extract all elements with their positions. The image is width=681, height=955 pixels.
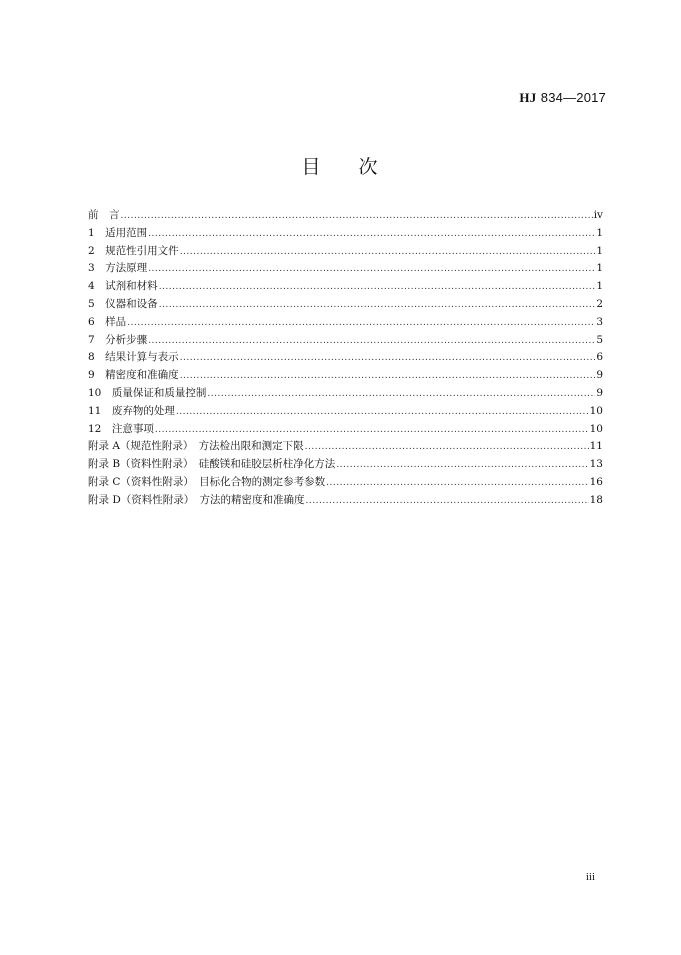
toc-entry-page: 1 [596,280,603,293]
standard-number: 834—2017 [540,90,606,105]
toc-entry-page: 13 [589,458,603,471]
toc-entry-label: 12 注意事项 [88,422,154,435]
toc-entry[interactable] [88,349,603,367]
toc-leader-dots [121,208,593,226]
standard-code [519,90,606,106]
toc-entry-page: 1 [596,262,603,275]
toc-entry-page: 5 [596,333,603,346]
toc-leader-dots [176,404,589,422]
toc-entry-page: 10 [589,422,603,435]
toc-entry-page: 1 [596,244,603,257]
toc-leader-dots [148,261,595,279]
toc-entry-label: 9 精密度和准确度 [88,369,179,382]
toc-entry-label: 附录 B（资料性附录） 硅酸镁和硅胶层析柱净化方法 [88,458,336,471]
toc-entry-page: 3 [596,315,603,328]
toc-entry-label: 5 仪器和设备 [88,297,158,310]
toc-title-char-2: 次 [358,156,380,178]
table-of-contents [88,207,603,510]
toc-leader-dots [159,279,596,297]
toc-entry-label: 前 言 [88,209,120,221]
toc-title-char-1: 目 [301,156,323,178]
toc-entry-page: 11 [589,440,603,453]
toc-entry-label: 10 质量保证和质量控制 [88,386,207,399]
toc-entry-page: 9 [596,369,603,382]
toc-leader-dots [180,350,596,368]
toc-entry-label: 7 分析步骤 [88,333,148,346]
toc-entry[interactable] [88,492,603,510]
toc-entry[interactable] [88,403,603,421]
standard-prefix: HJ [519,90,537,105]
toc-entry-page: 1 [596,226,603,239]
toc-entry-label: 3 方法原理 [88,262,148,275]
page-number: iii [585,871,595,883]
toc-entry-page: iv [593,209,603,221]
toc-entry-label: 附录 D（资料性附录） 方法的精密度和准确度 [88,493,305,506]
toc-entry[interactable] [88,456,603,474]
toc-entry-label: 8 结果计算与表示 [88,351,179,364]
toc-entry[interactable] [88,225,603,243]
toc-entry[interactable] [88,332,603,350]
toc-leader-dots [148,333,595,351]
toc-entry[interactable] [88,474,603,492]
toc-entry-label: 11 废弃物的处理 [88,404,175,417]
toc-entry[interactable] [88,260,603,278]
toc-entry[interactable] [88,438,603,456]
toc-entry[interactable] [88,243,603,261]
toc-entry-page: 16 [589,475,603,488]
toc-entry-label: 4 试剂和材料 [88,280,158,293]
toc-leader-dots [180,368,596,386]
toc-leader-dots [127,315,595,333]
toc-leader-dots [305,439,589,457]
toc-entry[interactable] [88,367,603,385]
toc-entry[interactable] [88,278,603,296]
toc-entry-label: 6 样品 [88,315,127,328]
toc-leader-dots [326,475,589,493]
toc-entry-label: 1 适用范围 [88,226,148,239]
toc-leader-dots [159,297,596,315]
toc-entry-page: 9 [596,386,603,399]
toc-entry-label: 2 规范性引用文件 [88,244,179,257]
toc-leader-dots [155,422,589,440]
toc-entry[interactable] [88,385,603,403]
toc-leader-dots [207,386,595,404]
toc-entry-label: 附录 C（资料性附录） 目标化合物的测定参考参数 [88,475,326,488]
toc-leader-dots [148,226,595,244]
toc-entry[interactable] [88,314,603,332]
toc-leader-dots [336,457,588,475]
toc-title [0,152,681,179]
toc-entry-page: 6 [596,351,603,364]
toc-entry-page: 2 [596,297,603,310]
toc-entry-page: 10 [589,404,603,417]
toc-entry[interactable] [88,296,603,314]
toc-entry[interactable] [88,207,603,225]
toc-entry-page: 18 [589,493,603,506]
toc-leader-dots [306,493,589,511]
toc-leader-dots [180,244,596,262]
toc-entry-label: 附录 A（规范性附录） 方法检出限和测定下限 [88,440,304,453]
toc-entry[interactable] [88,421,603,439]
